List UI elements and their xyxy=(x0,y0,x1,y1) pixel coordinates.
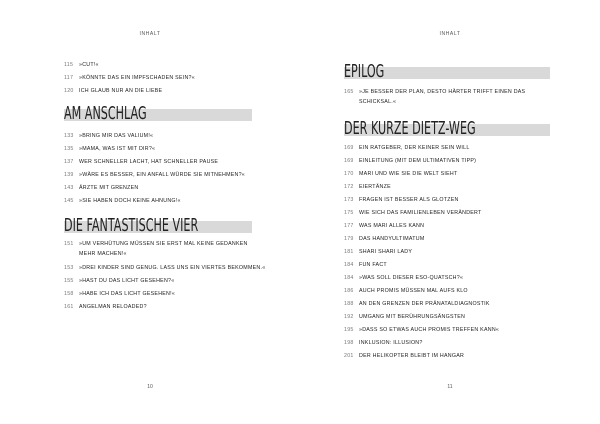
page-number: 158 xyxy=(64,291,74,297)
page-number: 115 xyxy=(64,62,74,68)
chapter-title: »KÖNNTE DAS EIN IMPFSCHADEN SEIN?« xyxy=(79,75,195,81)
chapter-title: »DREI KINDER SIND GENUG. LASS UNS EIN VIERTES BEKOMMEN.« xyxy=(79,265,266,271)
section-heading: DIE FANTASTISCHE VIER xyxy=(64,215,199,236)
right-page xyxy=(300,0,600,424)
chapter-title: FUN FACT xyxy=(359,262,387,268)
page-folio: 11 xyxy=(447,384,453,390)
page-number: 145 xyxy=(64,198,74,204)
chapter-title: FRAGEN IST BESSER ALS GLOTZEN xyxy=(359,197,459,203)
chapter-title: »HAST DU DAS LICHT GESEHEN?« xyxy=(79,278,175,284)
chapter-title: MARI UND WIE SIE DIE WELT SIEHT xyxy=(359,171,458,177)
page-number: 175 xyxy=(344,210,354,216)
section-heading: DER KURZE DIETZ-WEG xyxy=(344,118,476,139)
chapter-title: EINLEITUNG (MIT DEM ULTIMATIVEN TIPP) xyxy=(359,158,477,164)
page-number: 169 xyxy=(344,145,354,151)
page-number: 181 xyxy=(344,249,354,255)
page-number: 137 xyxy=(64,159,74,165)
chapter-title: AN DEN GRENZEN DER PRÄNATALDIAGNOSTIK xyxy=(359,301,490,307)
page-number: 155 xyxy=(64,278,74,284)
page-number: 143 xyxy=(64,185,74,191)
chapter-title: WAS MARI ALLES KANN xyxy=(359,223,425,229)
page-number: 179 xyxy=(344,236,354,242)
chapter-title: »BRING MIR DAS VALIUM!« xyxy=(79,133,154,139)
chapter-title: DER HELIKOPTER BLEIBT IM HANGAR xyxy=(359,353,465,359)
toc-entry xyxy=(344,87,550,107)
page-folio: 10 xyxy=(147,384,153,390)
page-number: 184 xyxy=(344,275,354,281)
page-number: 139 xyxy=(64,172,74,178)
page-number: 170 xyxy=(344,171,354,177)
chapter-title: »WAS SOLL DIESER ESO-QUATSCH?« xyxy=(359,275,464,281)
page-number: 117 xyxy=(64,75,74,81)
page-number: 151 xyxy=(64,241,74,247)
section-heading: EPILOG xyxy=(344,61,385,82)
page-number: 172 xyxy=(344,184,354,190)
chapter-title: »HABE ICH DAS LICHT GESEHEN!« xyxy=(79,291,176,297)
page-number: 169 xyxy=(344,158,354,164)
chapter-title: DAS HANDYULTIMATUM xyxy=(359,236,425,242)
chapter-title: ICH GLAUB NUR AN DIE LIEBE xyxy=(79,88,163,94)
chapter-title: AUCH PROMIS MÜSSEN MAL AUFS KLO xyxy=(359,288,468,294)
chapter-title: ANGELMAN RELOADED? xyxy=(79,304,147,310)
page-number: 184 xyxy=(344,262,354,268)
chapter-title: SHARI SHARI LADY xyxy=(359,249,413,255)
section-heading: AM ANSCHLAG xyxy=(64,103,147,124)
page-number: 153 xyxy=(64,265,74,271)
chapter-title: »UM VERHÜTUNG MÜSSEN SIE ERST MAL KEINE GEDANKEN MEHR MACHEN!« xyxy=(79,241,248,257)
page-number: 192 xyxy=(344,314,354,320)
chapter-title: EIERTÄNZE xyxy=(359,184,391,190)
page-number: 188 xyxy=(344,301,354,307)
page-number: 198 xyxy=(344,340,354,346)
page-number: 135 xyxy=(64,146,74,152)
page-number: 161 xyxy=(64,304,74,310)
page-number: 177 xyxy=(344,223,354,229)
chapter-title: »SIE HABEN DOCH KEINE AHNUNG!« xyxy=(79,198,181,204)
chapter-title: WER SCHNELLER LACHT, HAT SCHNELLER PAUSE xyxy=(79,159,219,165)
page-number: 120 xyxy=(64,88,74,94)
chapter-title: EIN RATGEBER, DER KEINER SEIN WILL xyxy=(359,145,470,151)
page-number: 186 xyxy=(344,288,354,294)
chapter-title: »MAMA, WAS IST MIT DIR?« xyxy=(79,146,156,152)
running-head: INHALT xyxy=(439,31,461,37)
chapter-title: »CUT!« xyxy=(79,62,99,68)
running-head: INHALT xyxy=(139,31,161,37)
toc-entry xyxy=(64,239,254,259)
chapter-title: »JE BESSER DER PLAN, DESTO HÄRTER TRIFFT EINEN DAS SCHICKSAL.« xyxy=(359,89,526,105)
page-number: 195 xyxy=(344,327,354,333)
page-number: 201 xyxy=(344,353,354,359)
chapter-title: ÄRZTE MIT GRENZEN xyxy=(79,185,139,191)
page-number: 133 xyxy=(64,133,74,139)
chapter-title: UMGANG MIT BERÜHRUNGSÄNGSTEN xyxy=(359,314,466,320)
chapter-title: WIE SICH DAS FAMILIENLEBEN VERÄNDERT xyxy=(359,210,482,216)
chapter-title: INKLUSION: ILLUSION? xyxy=(359,340,423,346)
chapter-title: »DASS SO ETWAS AUCH PROMIS TREFFEN KANN« xyxy=(359,327,500,333)
page-number: 173 xyxy=(344,197,354,203)
page-number: 165 xyxy=(344,89,354,95)
chapter-title: »WÄRE ES BESSER, EIN ANFALL WÜRDE SIE MITNEHMEN?« xyxy=(79,172,245,178)
